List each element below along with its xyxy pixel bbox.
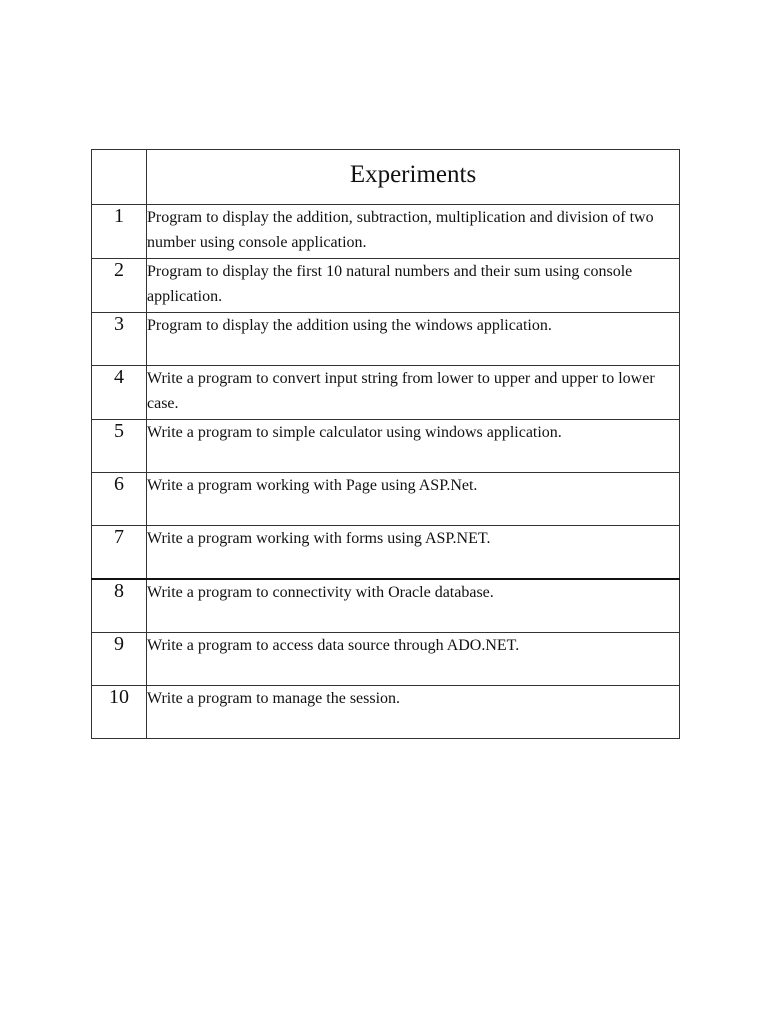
row-number: 10: [92, 686, 147, 739]
table-row: [92, 633, 680, 686]
row-number: 7: [92, 526, 147, 580]
table-header: [92, 150, 680, 205]
table-body: [92, 205, 680, 739]
table-row: [92, 686, 680, 739]
row-description: Program to display the addition using the windows application.: [147, 313, 680, 366]
row-description: Write a program working with Page using ASP.Net.: [147, 473, 680, 526]
row-description: Write a program working with forms using ASP.NET.: [147, 526, 680, 580]
row-description: Write a program to connectivity with Oracle database.: [147, 579, 680, 633]
header-title: Experiments: [147, 150, 680, 205]
header-row: [92, 150, 680, 205]
row-description: Write a program to manage the session.: [147, 686, 680, 739]
row-description: Write a program to convert input string from lower to upper and upper to lower case.: [147, 366, 680, 420]
table-row: [92, 366, 680, 420]
row-description: Write a program to simple calculator using windows application.: [147, 420, 680, 473]
table-row: [92, 526, 680, 580]
row-description: Program to display the first 10 natural numbers and their sum using console application.: [147, 259, 680, 313]
row-number: 4: [92, 366, 147, 420]
row-description: Program to display the addition, subtraction, multiplication and division of two number using console application.: [147, 205, 680, 259]
row-description: Write a program to access data source through ADO.NET.: [147, 633, 680, 686]
row-number: 9: [92, 633, 147, 686]
table-row: [92, 259, 680, 313]
table-row: [92, 473, 680, 526]
row-number: 2: [92, 259, 147, 313]
row-number: 1: [92, 205, 147, 259]
experiments-table: [91, 149, 680, 739]
header-number-cell: [92, 150, 147, 205]
row-number: 3: [92, 313, 147, 366]
row-number: 5: [92, 420, 147, 473]
table-row: [92, 420, 680, 473]
table-row: [92, 205, 680, 259]
row-number: 6: [92, 473, 147, 526]
table-row: [92, 579, 680, 633]
row-number: 8: [92, 579, 147, 633]
table-row: [92, 313, 680, 366]
